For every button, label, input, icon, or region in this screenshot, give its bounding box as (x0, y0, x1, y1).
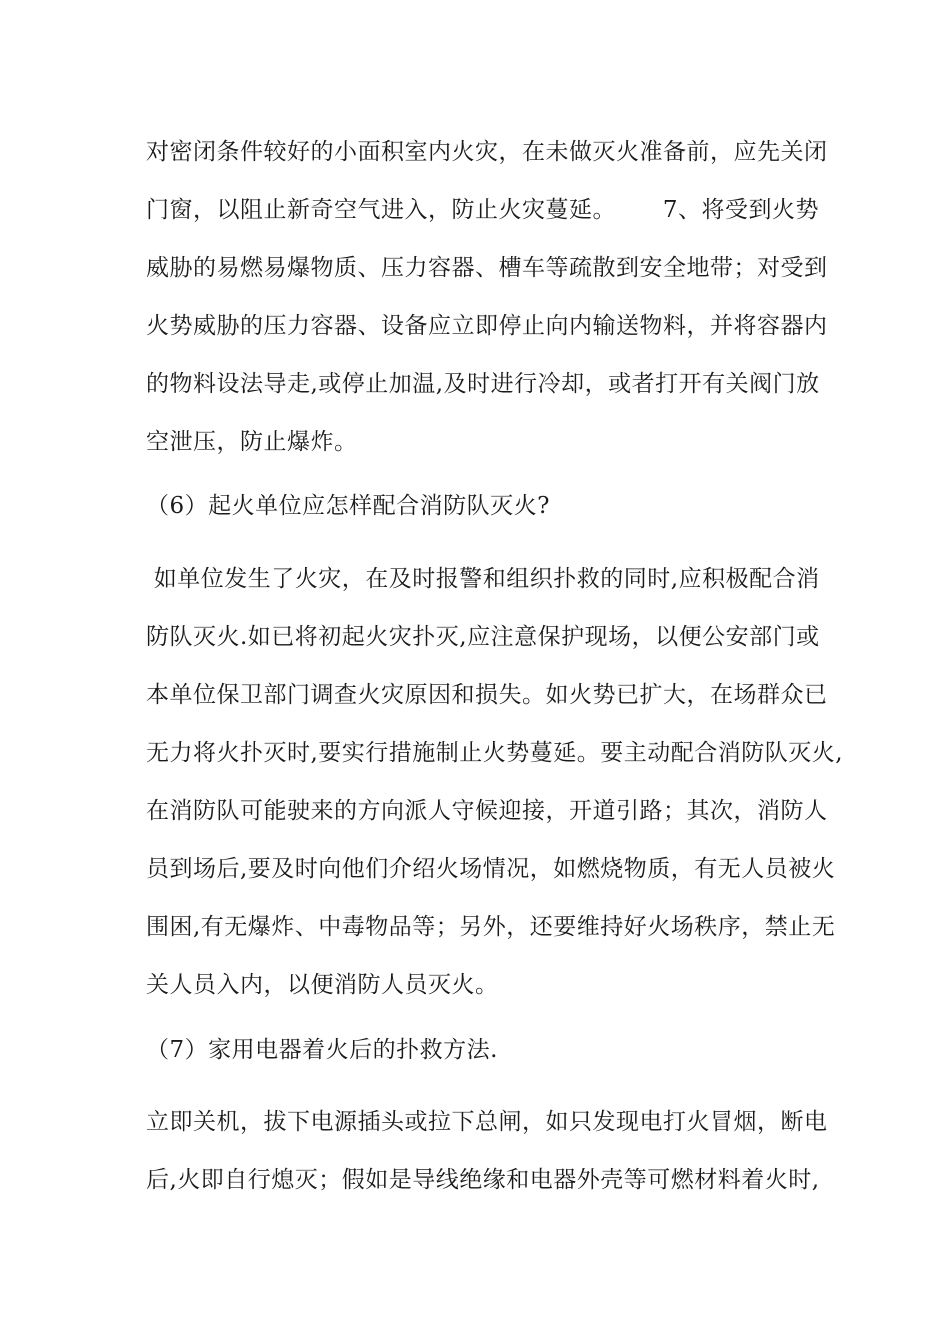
paragraph-1-line-2: 门窗，以阻止新奇空气进入，防止火灾蔓延。 7、将受到火势 (146, 197, 819, 223)
paragraph-2-line-3: 本单位保卫部门调查火灾原因和损失。如火势已扩大，在场群众已 (146, 682, 828, 708)
paragraph-1-line-5: 的物料设法导走,或停止加温,及时进行冷却，或者打开有关阀门放 (146, 371, 820, 397)
paragraph-2-line-2: 防队灭火.如已将初起火灾扑灭,应注意保护现场，以便公安部门或 (146, 624, 820, 650)
paragraph-2-line-5: 在消防队可能驶来的方向派人守候迎接，开道引路；其次，消防人 (146, 798, 828, 824)
paragraph-1-line-3: 威胁的易燃易爆物质、压力容器、槽车等疏散到安全地带；对受到 (146, 255, 828, 281)
paragraph-2-line-1: 如单位发生了火灾，在及时报警和组织扑救的同时,应积极配合消 (146, 566, 820, 592)
paragraph-1-line-6: 空泄压，防止爆炸。 (146, 429, 358, 455)
paragraph-1-line-4: 火势威胁的压力容器、设备应立即停止向内输送物料，并将容器内 (146, 313, 828, 339)
paragraph-2-line-6: 员到场后,要及时向他们介绍火场情况，如燃烧物质，有无人员被火 (146, 856, 836, 882)
paragraph-2-line-8: 关人员入内，以便消防人员灭火。 (146, 972, 499, 998)
paragraph-2-line-7: 围困,有无爆炸、中毒物品等；另外，还要维持好火场秩序，禁止无 (146, 914, 836, 940)
section-heading-7: （7）家用电器着火后的扑救方法. (146, 1037, 498, 1063)
paragraph-1-line-1: 对密闭条件较好的小面积室内火灾，在未做灭火准备前，应先关闭 (146, 139, 828, 165)
paragraph-3-line-1: 立即关机，拔下电源插头或拉下总闸，如只发现电打火冒烟，断电 (146, 1109, 828, 1135)
paragraph-2-line-4: 无力将火扑灭时,要实行措施制止火势蔓延。要主动配合消防队灭火, (146, 740, 844, 766)
section-heading-6: （6）起火单位应怎样配合消防队灭火? (146, 493, 550, 519)
paragraph-3-line-2: 后,火即自行熄灭；假如是导线绝缘和电器外壳等可燃材料着火时, (146, 1167, 820, 1193)
